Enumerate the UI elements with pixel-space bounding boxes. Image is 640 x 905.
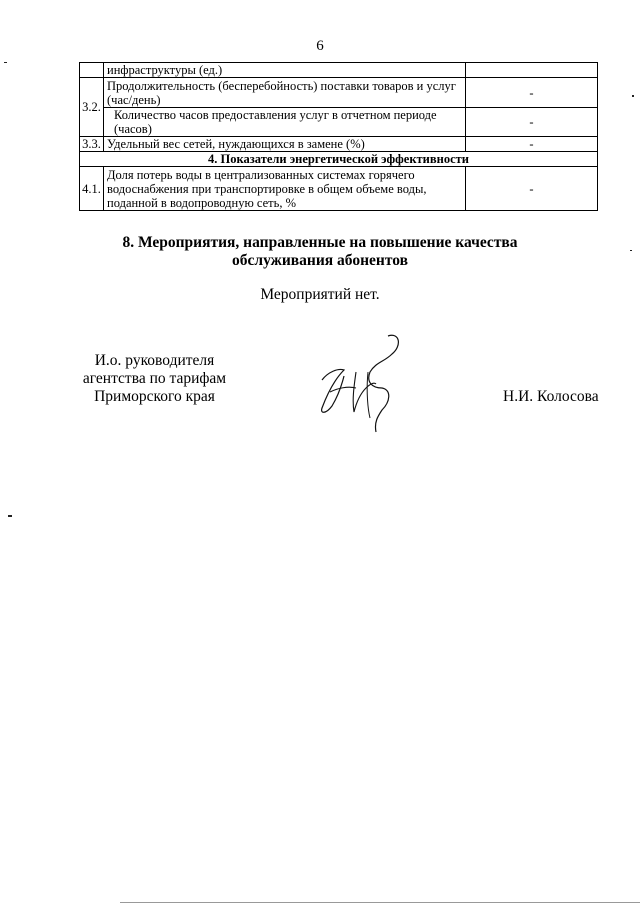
table-row — [80, 63, 598, 78]
indicator-text: Продолжительность (бесперебойность) поставки товаров и услуг (час/день) — [104, 78, 466, 108]
signer-position-line: Приморского края — [94, 388, 215, 405]
signer-position — [72, 352, 237, 406]
indicator-value — [466, 63, 598, 78]
section-8-title — [0, 234, 640, 270]
row-number-cell: 3.2. — [80, 78, 104, 137]
scan-artifact — [4, 62, 7, 63]
indicator-value: - — [466, 78, 598, 108]
table-row — [80, 108, 598, 137]
section-header: 4. Показатели энергетической эффективности — [80, 152, 598, 167]
indicator-text: Доля потерь воды в централизованных системах горячего водоснабжения при транспортировке в общем объеме воды, поданной в водопроводную сеть, % — [104, 167, 466, 211]
signer-name: Н.И. Колосова — [503, 388, 599, 405]
table-row — [80, 167, 598, 211]
indicator-text: инфраструктуры (ед.) — [104, 63, 466, 78]
scan-artifact — [8, 515, 12, 517]
scan-artifact — [630, 250, 632, 251]
section-title-line: обслуживания абонентов — [232, 252, 408, 269]
indicator-value: - — [466, 167, 598, 211]
row-number-cell: 4.1. — [80, 167, 104, 211]
table-row — [80, 137, 598, 152]
table-section-row — [80, 152, 598, 167]
row-number-cell — [80, 63, 104, 78]
signer-position-line: агентства по тарифам — [82, 370, 227, 387]
page-number: 6 — [316, 38, 324, 54]
indicator-value: - — [466, 137, 598, 152]
signer-position-line: И.о. руководителя — [94, 352, 215, 369]
indicators-table — [79, 62, 598, 211]
scan-edge-line — [120, 902, 640, 903]
section-title-line: 8. Мероприятия, направленные на повышение качества — [122, 234, 518, 251]
row-number-cell: 3.3. — [80, 137, 104, 152]
indicator-value: - — [466, 108, 598, 137]
indicator-text: Количество часов предоставления услуг в отчетном периоде (часов) — [104, 108, 466, 137]
indicator-text: Удельный вес сетей, нуждающихся в замене (%) — [104, 137, 466, 152]
scan-artifact — [632, 95, 634, 97]
handwritten-signature — [308, 332, 408, 442]
table-row — [80, 78, 598, 108]
no-measures-text: Мероприятий нет. — [260, 286, 380, 303]
